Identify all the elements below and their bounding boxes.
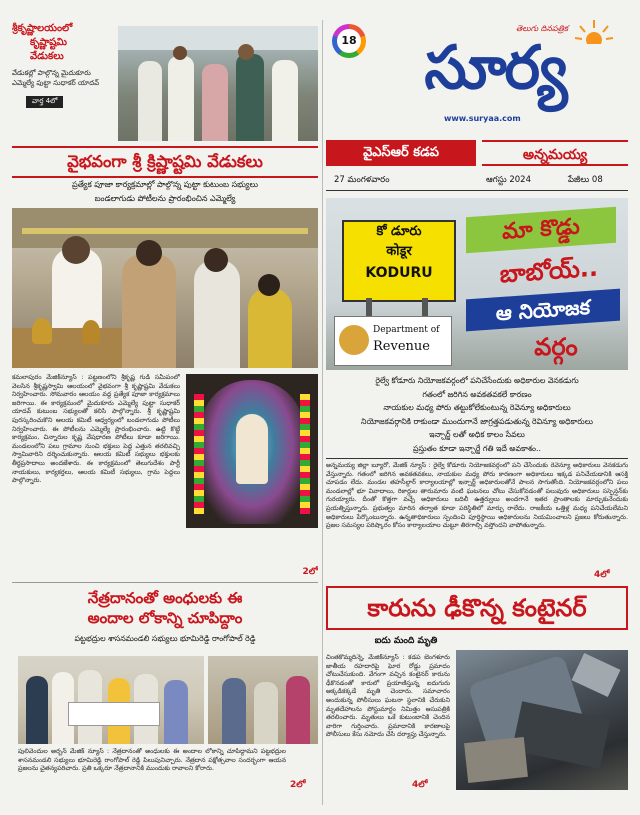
art-title-4: వర్గం (534, 333, 578, 361)
krishnashtami-body-2 (186, 532, 318, 582)
accident-jump[interactable]: 4లో (412, 780, 428, 790)
paper-logo: సూర్య (424, 33, 566, 103)
art-title-1: మా కొడ్డు (466, 207, 616, 253)
krishnashtami-body: కమలాపురం మేజిక్‌న్యూస్ : పట్టణంలోని శ్రీకృష్ణ గుడి సమీపంలో వెలసిన శ్రీకృష్ణస్వామి ఆలయంలో వైభవంగా శ్రీ కృష్ణాష్టమి వేడుకలు నిర్వహించారు. సోమవారం ఆలయం వద్ద ప్రత్యేక పూజా కార్యక్రమాలు జరిగాయి. ఈ కార్యక్రమంలో మైదుకూరు ఎమ్మెల్యే పుట్టా సుధాకర్ యాదవ్ కుటుంబ సభ్యులతో కలిసి పాల్గొన్నారు. శ్రీ కృష్ణాష్టమి పురస్కరించుకొని ఆలయ కమిటీ ఆధ్వర్యంలో బండలాగుడు పోటీలు నిర్వహించారు. ఈ పోటీలను ఎమ్మెల్యే ప్రారంభించారు. ఉట్టి కొట్టే కార్యక్రమం, చిన్నారుల కృష్ణ వేషధారణ పోటీలు కూడా జరిగాయి. మండలంలోని పలు గ్రామాల నుంచి భక్తులు పెద్ద ఎత్తున తరలివచ్చి స్వామివారిని దర్శించుకున్నారు. ఆలయ కమిటీ సభ్యులు భక్తులకు తీర్థప్రసాదాలు అందజేశారు. ఈ కార్యక్రమంలో తెలుగుదేశం పార్టీ నాయకులు, కార్యకర్తలు, ఆలయ కమిటీ సభ్యులు, గ్రామ పెద్దలు పాల్గొన్నారు. (12, 374, 180, 485)
accident-headline (326, 586, 628, 630)
edition-right: అన్నమయ్య (482, 140, 628, 166)
koduru-lead-2: గతంలో జరిగిన అవకతవకలే కారణం (422, 389, 532, 399)
revenue-dept-plate (334, 316, 452, 366)
teaser-line1: శ్రీకృష్ణాలయంలో (12, 23, 73, 34)
koduru-lead-1: రైల్వే కోడూరు నియోజకవర్గంలో పనిచేసేందుకు అధికారుల వెనకడుగు (375, 376, 579, 385)
eye-donation-headline (12, 588, 318, 628)
teaser-sub: వేడుకల్లో పాల్గొన్న మైదుకూరు ఎమ్మెల్యే పుట్టా సుధాకర్ యాదవ్ (12, 69, 100, 87)
accident-body: చింతకొమ్మదిన్నె, మేజిక్‌న్యూస్ : కడప బెంగళూరు జాతీయ రహదారిపై ఘోర రోడ్డు ప్రమాదం చోటుచేసుకుంది. వేగంగా వచ్చిన కంటైనర్ కారును ఢీకొనడంతో కారులో ప్రయాణిస్తున్న ఐదుగురు అక్కడికక్కడే మృతి చెందారు. సమాచారం అందుకున్న పోలీసులు ఘటనా స్థలానికి చేరుకుని మృతదేహాలను పోస్టుమార్టం నిమిత్తం ఆసుపత్రికి తరలించారు. మృతులు ఒకే కుటుంబానికి చెందిన వారిగా గుర్తించారు. ప్రమాదానికి కారణాలపై పోలీసులు కేసు నమోదు చేసి దర్యాప్తు చేస్తున్నారు. (326, 654, 450, 739)
teaser-line3: వేడుకలు (30, 51, 64, 62)
eye-jump[interactable]: 2లో (290, 780, 306, 790)
krishna-idol-photo (186, 374, 318, 528)
sign-hindi: कोडूर (386, 244, 412, 259)
eye-donation-photo (18, 656, 204, 744)
eye-sub: పట్టభద్రుల శాసనమండలి సభ్యులు భూమిరెడ్డి రాంగోపాల్ రెడ్డి (74, 634, 256, 643)
issue-date: 27 మంగళవారం (334, 175, 390, 185)
date-bar (326, 170, 628, 190)
teaser-jump[interactable]: వార్త 4లో (26, 96, 63, 108)
accident-sub: ఐదు మంది మృతి (374, 636, 438, 646)
koduru-lead-4: నియోజకవర్గానికి రాకుండా ముందుగానే జాగ్రత్తపడుతున్న రెవిన్యూ అధికారులు (361, 416, 593, 426)
koduru-lead-5: ఇన్చార్జ్ లతో అధిక కాలం సేవలు (429, 430, 525, 439)
koduru-leads (326, 374, 628, 455)
krishnashtami-sub2: బండలాగుడు పోటీలను ప్రారంభించిన ఎమ్మెల్యే (94, 194, 236, 203)
eye-title-1: నేత్రదానంతో అంధులకు ఈ (87, 589, 243, 607)
teaser-box (12, 22, 115, 140)
station-sign (342, 220, 456, 302)
emblem-icon (339, 325, 369, 355)
art-title-box (466, 212, 624, 366)
dept-line2: Revenue (373, 339, 430, 354)
krishnashtami-sub1: ప్రత్యేక పూజా కార్యక్రమాల్లో పాల్గొన్న పుట్టా కుటుంబ సభ్యులు (72, 180, 258, 189)
mla-procession-photo (118, 26, 318, 141)
pooja-ceremony-photo (12, 208, 318, 368)
sign-telugu: కో డూరు (376, 224, 422, 239)
page-count: పేజీలు 08 (568, 175, 603, 185)
dept-line1: Department of (373, 325, 440, 335)
eye-body: పులివెందుల అర్బన్ మేజిక్ న్యూస్ : నేత్రదానంతో అంధులకు ఈ అందాల లోకాన్ని చూపిద్దామని పట్టభద్రుల శాసనమండలి సభ్యులు భూమిరెడ్డి రాంగోపాల్ రెడ్డి పిలుపునిచ్చారు. నేత్రదాన పక్షోత్సవాల సందర్భంగా ఆయన ప్రజలను చైతన్యపరిచారు. ప్రతి ఒక్కరూ నేత్రదానానికి ముందుకు రావాలని కోరారు. (18, 748, 286, 773)
edition-bar (326, 140, 628, 166)
masthead (326, 18, 628, 136)
issue-month: ఆగస్టు 2024 (486, 175, 531, 185)
wrecked-car-photo (456, 650, 628, 790)
koduru-lead-6: ప్రస్తుతం కూడా ఇన్చార్జే గతి ఇదే అవకాశం.. (413, 443, 541, 453)
koduru-station-artwork (326, 198, 628, 370)
art-title-2: బాబోయ్.. (499, 253, 599, 289)
koduru-jump[interactable]: 4లో (594, 570, 610, 580)
sign-english: KODURU (365, 265, 433, 281)
koduru-body: అన్నమయ్య జిల్లా బ్యూరో, మేజిక్ న్యూస్ : రైల్వే కోడూరు నియోజకవర్గంలో పని చేసేందుకు రెవెన్యూ అధికారులు వెనకడుగు వేస్తున్నారు. గతంలో జరిగిన అవకతవకలు, నాయకుల మధ్య పోరు కారణంగా అధికారులు ఇక్కడ పనిచేయడానికి ఆసక్తి చూపడం లేదు. మండల తహసీల్దార్ కార్యాలయాల్లో ఇన్చార్జ్ అధికారులతోనే పాలన సాగుతోంది. నియోజకవర్గంలోని పలు మండలాల్లో భూ వివాదాలు, రికార్డుల తారుమారు వంటి ఘటనలు చోటు చేసుకోవడంతో పలువురు అధికారులు సస్పెన్షన్‌కు గురయ్యారు. దీంతో కొత్తగా వచ్చే అధికారులు బదిలీ ఉత్తర్వులు అందగానే ఇతర ప్రాంతాలకు మార్చుకునేందుకు ప్రయత్నిస్తున్నారు. ప్రభుత్వం మారిన తర్వాత కూడా పరిస్థితిలో మార్పు రాలేదు. రాజకీయ ఒత్తిళ్ల మధ్య పనిచేయలేమని అధికారులు పేర్కొంటున్నారు. ఉన్నతాధికారులు స్పందించి పూర్తిస్థాయి అధికారులను నియమించాలని ప్రజలు కోరుతున్నారు. ప్రజల సమస్యల పరిష్కారం కోసం కార్యాలయాల చుట్టూ తిరగాల్సి వస్తోందని వాపోతున్నారు. (326, 462, 628, 530)
art-title-3: ఆ నియోజక (466, 289, 620, 332)
headline-krishnashtami (12, 146, 318, 178)
edition-left: వైఎస్ఆర్ కడప (326, 140, 476, 166)
teaser-line2: కృష్ణాష్టమి (30, 37, 67, 48)
paper-url[interactable]: www.suryaa.com (444, 114, 521, 123)
eye-title-2: అందాల లోకాన్ని చూపిద్దాం (87, 609, 243, 627)
badge-number: 18 (337, 29, 361, 53)
koduru-lead-3: నాయకుల మధ్య పోరు తట్టుకోలేకుంటున్న రెవెన్యూ అధికారులు (383, 403, 571, 412)
headline-krishnashtami-title: వైభవంగా శ్రీ క్రిష్ణాష్టమి వేడుకలు (67, 152, 263, 171)
anniversary-badge (332, 24, 366, 58)
paper-tagline: తెలుగు దినపత్రిక (516, 24, 569, 33)
krishnashtami-jump[interactable]: 2లో (302, 567, 318, 577)
eye-donation-photo-2 (208, 656, 318, 744)
accident-title: కారును ఢీకొన్న కంటైనర్ (367, 594, 587, 622)
